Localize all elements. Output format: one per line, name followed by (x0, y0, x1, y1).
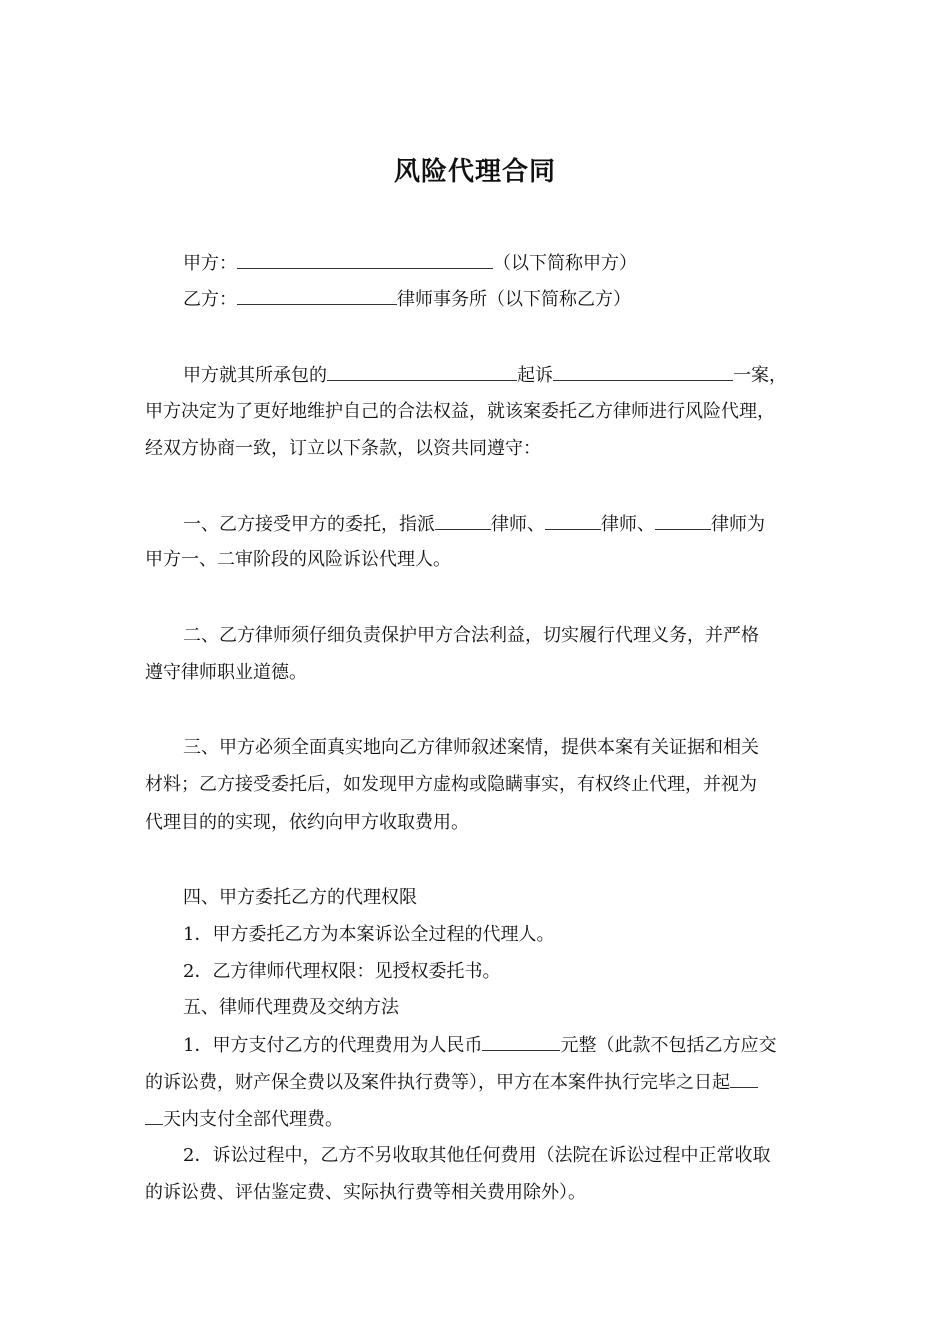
clause-5-item-2-line-2: 的诉讼费、评估鉴定费、实际执行费等相关费用除外）。 (145, 1182, 586, 1203)
fee-text-c: 的诉讼费，财产保全费以及案件执行费等），甲方在本案件执行完毕之日起 (145, 1072, 730, 1093)
party-a-blank (237, 250, 493, 269)
fee-amount-blank (482, 1032, 560, 1051)
fee-text-d: 天内支付全部代理费。 (163, 1109, 343, 1130)
party-b-label: 乙方： (183, 289, 237, 310)
intro-line-1 (183, 362, 815, 389)
lawyer-blank-1 (435, 511, 491, 530)
clause-5-item-1-line-1 (183, 1032, 815, 1059)
clause-4-heading: 四、甲方委托乙方的代理权限 (183, 887, 417, 908)
clause-4-item-1: 1．甲方委托乙方为本案诉讼全过程的代理人。 (183, 924, 555, 945)
clause-5-heading: 五、律师代理费及交纳方法 (183, 997, 399, 1018)
party-b-suffix: 律师事务所（以下简称乙方） (397, 289, 631, 310)
clause-1-line-2: 甲方一、二审阶段的风险诉讼代理人。 (145, 549, 451, 570)
clause-1-text-a: 一、乙方接受甲方的委托，指派 (183, 514, 435, 535)
party-a-label: 甲方： (183, 253, 237, 274)
party-a-suffix: （以下简称甲方） (493, 253, 637, 274)
party-b-blank (237, 286, 397, 305)
intro-line-2: 甲方决定为了更好地维护自己的合法权益，就该案委托乙方律师进行风险代理， (145, 401, 775, 422)
clause-4-item-2: 2．乙方律师代理权限：见授权委托书。 (183, 961, 501, 982)
clause-1-text-b: 律师、 (491, 514, 545, 535)
clause-2-line-1: 二、乙方律师须仔细负责保护甲方合法利益，切实履行代理义务，并严格 (183, 625, 759, 646)
clause-5-item-1-line-2 (145, 1069, 815, 1096)
clause-3-line-1: 三、甲方必须全面真实地向乙方律师叙述案情，提供本案有关证据和相关 (183, 737, 759, 758)
intro-text-a: 甲方就其所承包的 (183, 365, 327, 386)
intro-blank-1 (327, 362, 517, 381)
lawyer-blank-3 (655, 511, 711, 530)
intro-text-c: 一案， (733, 365, 787, 386)
clause-2-line-2: 遵守律师职业道德。 (145, 662, 307, 683)
document-title: 风险代理合同 (393, 157, 556, 187)
clause-1-text-d: 律师为 (711, 514, 765, 535)
days-blank-a (730, 1069, 758, 1088)
party-b-line (183, 286, 815, 313)
clause-3-line-2: 材料；乙方接受委托后，如发现甲方虚构或隐瞒事实，有权终止代理，并视为 (145, 774, 757, 795)
fee-text-a: 1．甲方支付乙方的代理费用为人民币 (183, 1035, 483, 1056)
clause-5-item-2-line-1: 2．诉讼过程中，乙方不另收取其他任何费用（法院在诉讼过程中正常收取 (183, 1145, 771, 1166)
clause-1-line-1 (183, 511, 815, 538)
clause-3-line-3: 代理目的的实现，依约向甲方收取费用。 (145, 812, 469, 833)
clause-1-text-c: 律师、 (601, 514, 655, 535)
clause-5-item-1-line-3 (145, 1106, 815, 1133)
intro-text-b: 起诉 (517, 365, 553, 386)
party-a-line (183, 250, 815, 277)
lawyer-blank-2 (545, 511, 601, 530)
days-blank-b (145, 1106, 163, 1125)
fee-text-b: 元整（此款不包括乙方应交 (560, 1035, 777, 1056)
intro-blank-2 (553, 362, 733, 381)
intro-line-3: 经双方协商一致，订立以下条款，以资共同遵守： (145, 438, 541, 459)
